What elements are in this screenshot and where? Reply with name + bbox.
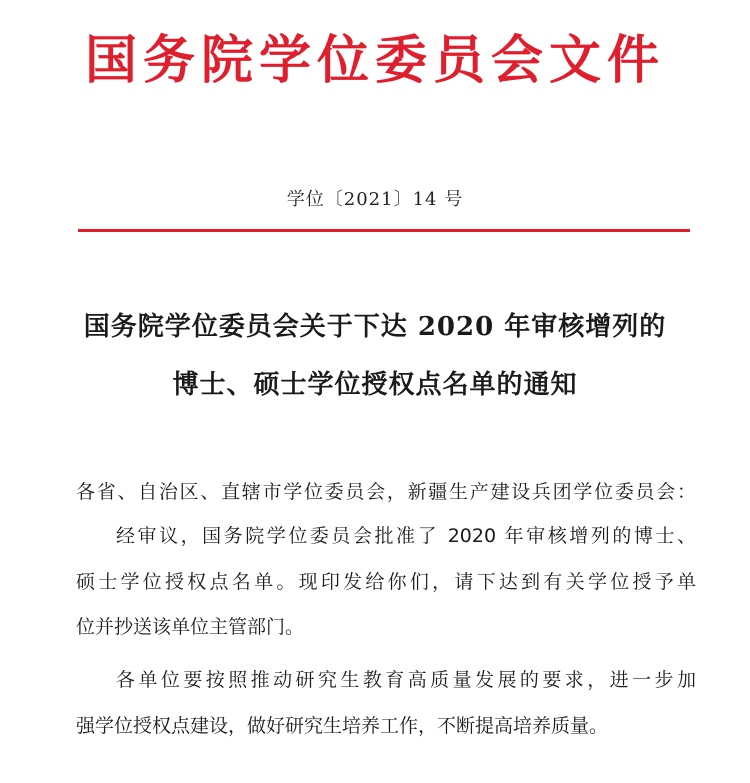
masthead-title: 国务院学位委员会文件: [84, 31, 665, 91]
salutation: 各省、自治区、直辖市学位委员会，新疆生产建设兵团学位委员会：: [76, 481, 696, 503]
paragraph-2-line-2: 强学位授权点建设，做好研究生培养工作，不断提高培养质量。: [76, 715, 609, 737]
red-divider-line: [78, 229, 690, 232]
notice-title-line-1: 国务院学位委员会关于下达 2020 年审核增列的: [83, 312, 667, 342]
paragraph-1-line-2: 硕士学位授权点名单。现印发给你们，请下达到有关学位授予单: [76, 571, 696, 593]
paragraph-1-line-3: 位并抄送该单位主管部门。: [76, 616, 305, 638]
document-number: 学位〔2021〕14 号: [286, 189, 464, 210]
paragraph-2-line-1: 各单位要按照推动研究生教育高质量发展的要求，进一步加: [116, 669, 696, 691]
notice-title-line-2: 博士、硕士学位授权点名单的通知: [172, 370, 578, 400]
paragraph-1-line-1: 经审议，国务院学位委员会批准了 2020 年审核增列的博士、: [116, 525, 696, 547]
